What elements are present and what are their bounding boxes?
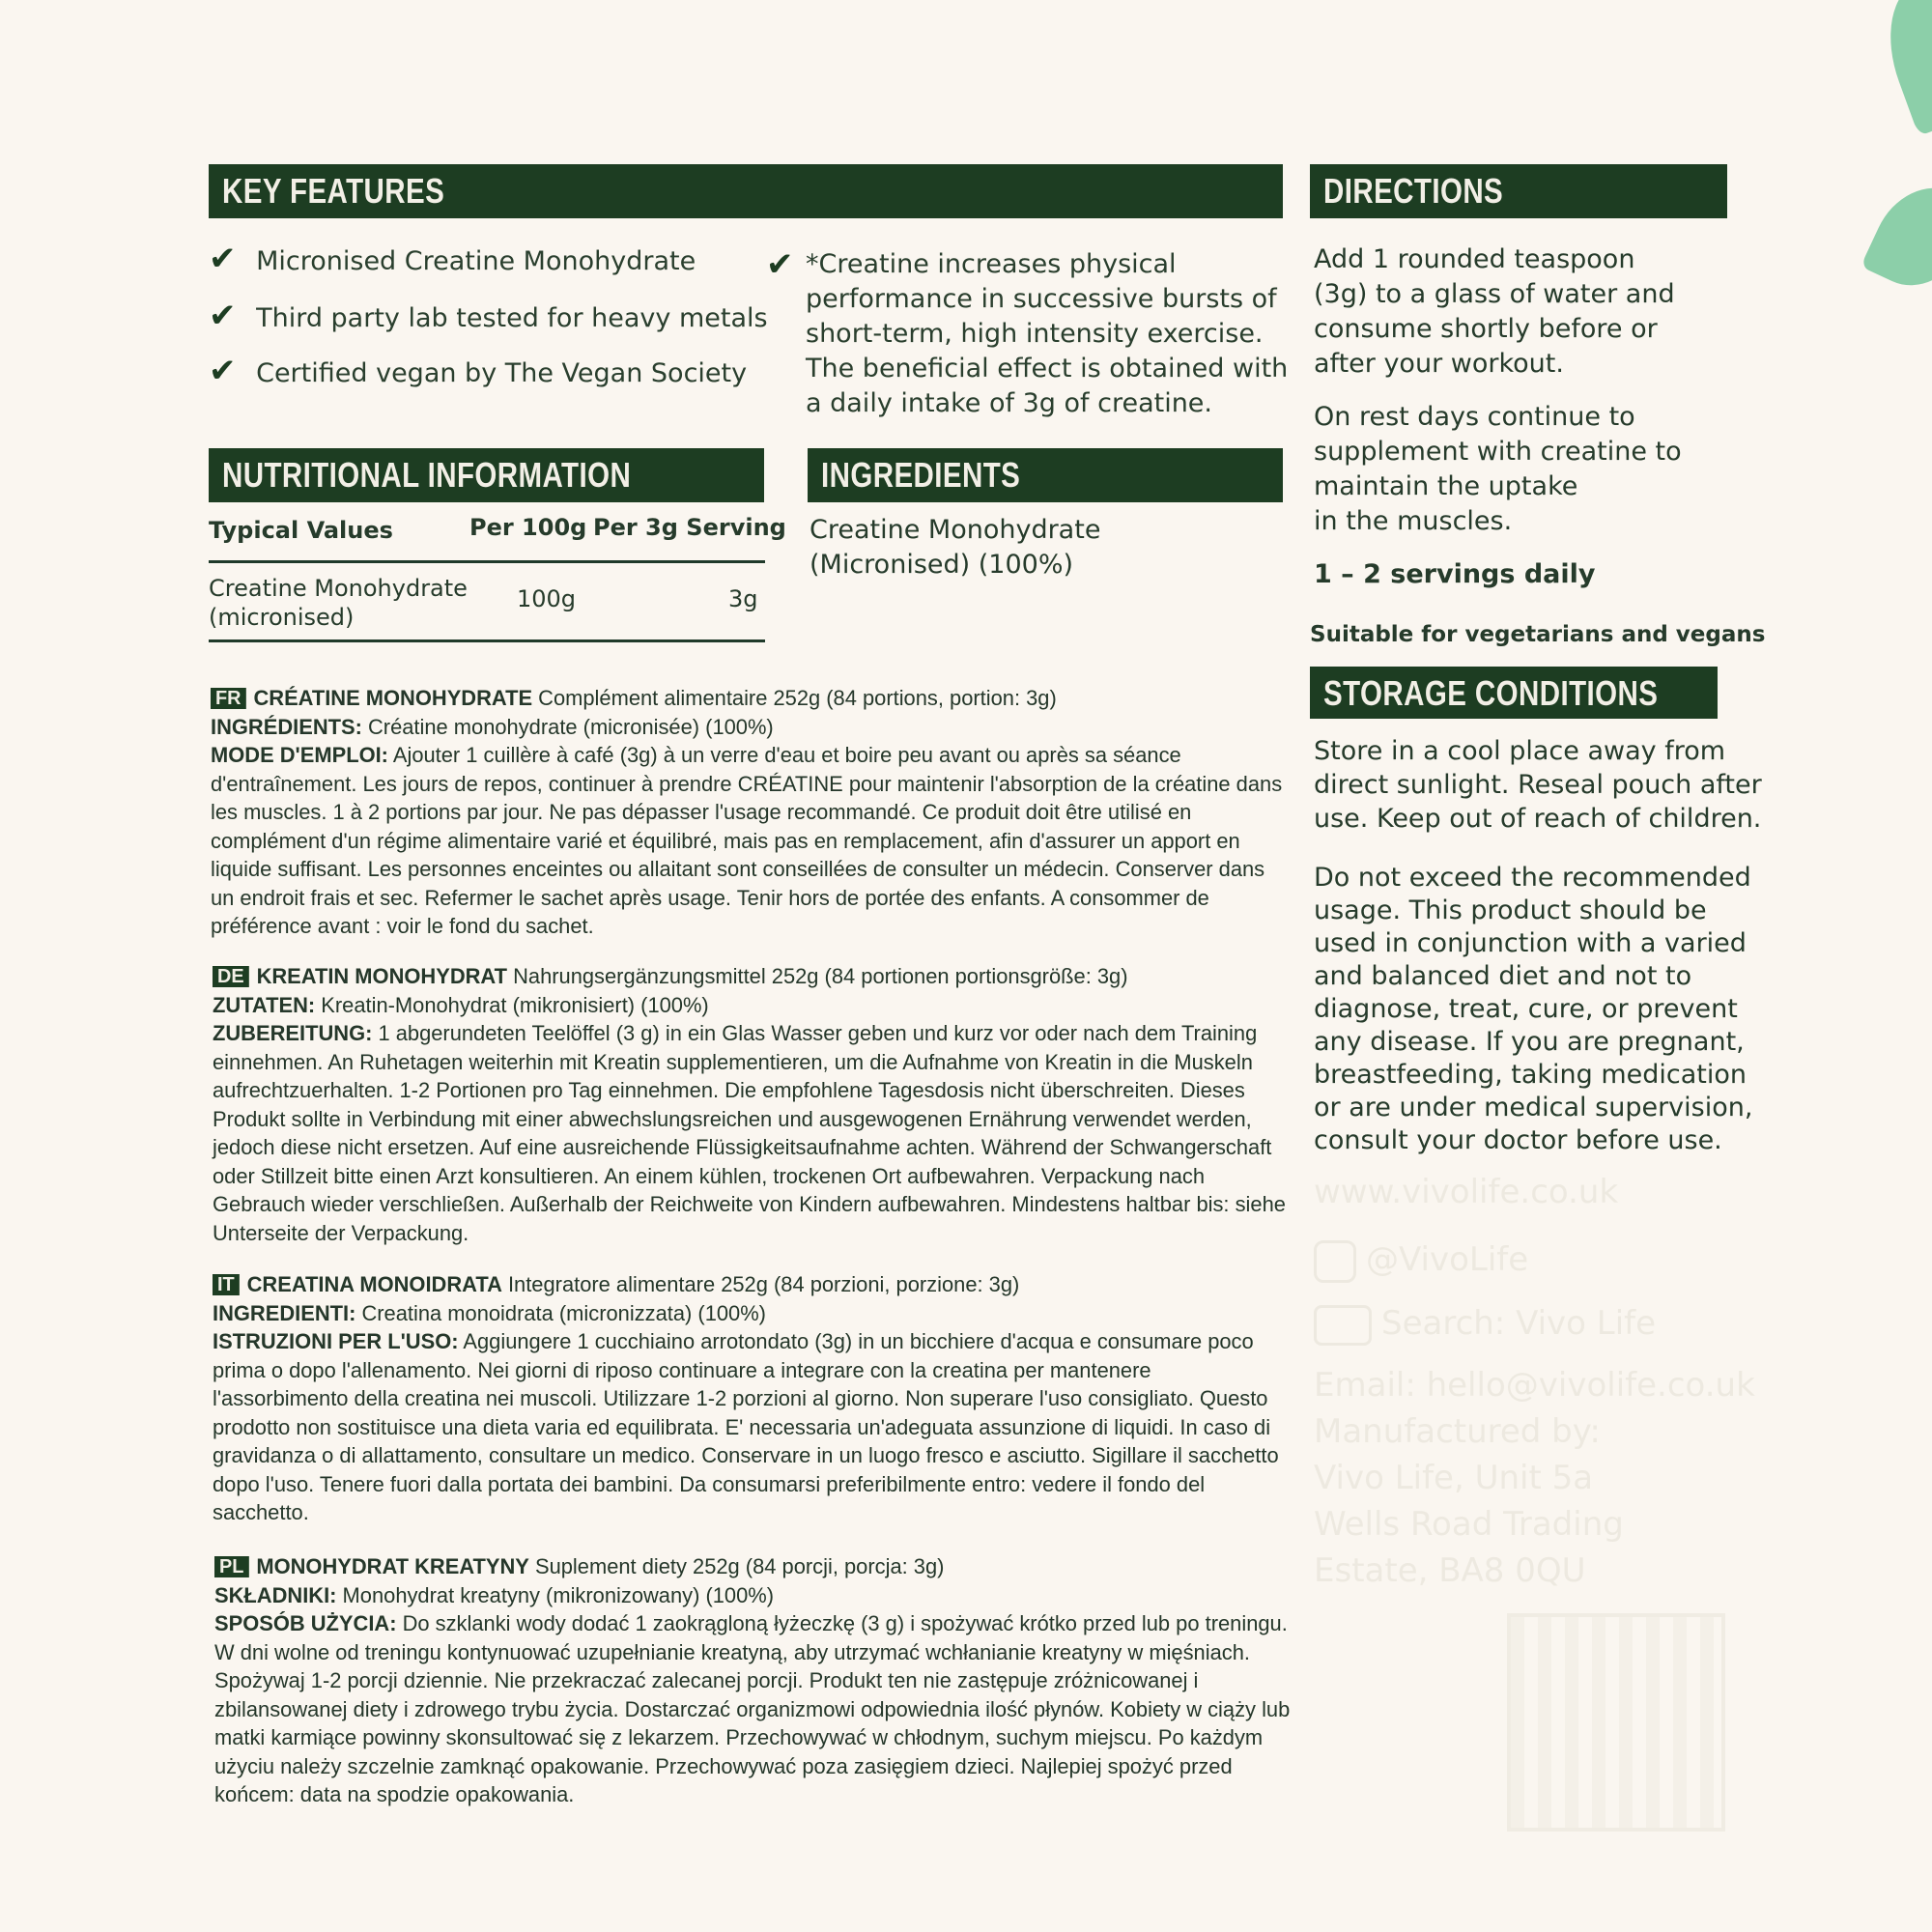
directions-paragraph-2: On rest days continue to supplement with creatine to maintain the uptake in the muscles.: [1314, 402, 1682, 536]
qr-code: [1507, 1613, 1725, 1832]
youtube-search: Search: Vivo Life: [1314, 1300, 1656, 1347]
language-tag-fr: FR: [211, 688, 245, 709]
website-url: www.vivolife.co.uk: [1314, 1173, 1619, 1211]
translation-de: DE KREATIN MONOHYDRAT Nahrungsergänzungsmittel 252g (84 portionen portionsgröße: 3g) ZUTATEN: Kreatin-Monohydrat (mikronisiert) (100%) ZUBEREITUNG: 1 abgerundeten Teelöffel (3 g) in ein Glas Wasser geben und kurz vor oder nach dem Training einnehmen. An Ruhetagen weiterhin mit Kreatin supplementieren, um die Aufnahme von Kreatin in die Muskeln aufrechtzuerhalten. 1-2 Portionen pro Tag einnehmen. Die empfohlene Tagesdosis nicht überschreiten. Dieses Produkt sollte in Verbindung mit einer abwechslungsreichen und ausgewogenen Ernährung verwendet werden, jedoch diese nicht ersetzen. Auf eine ausreichende Flüssigkeitsaufnahme achten. Während der Schwangerschaft oder Stillzeit bitte einen Arzt konsultieren. An einem kühlen, trockenen Ort aufbewahren. Verpackung nach Gebrauch wieder verschließen. Außerhalb der Reichweite von Kindern aufbewahren. Mindestens haltbar bis: siehe Unterseite der Verpackung.: [213, 964, 1286, 1245]
key-features-heading: KEY FEATURES: [209, 164, 1283, 218]
language-tag-it: IT: [213, 1274, 240, 1295]
ingredients-text: Creatine Monohydrate (Micronised) (100%): [810, 515, 1101, 580]
storage-paragraph-1: Store in a cool place away from direct sunlight. Reseal pouch after use. Keep out of reach of children.: [1314, 736, 1762, 834]
language-tag-pl: PL: [214, 1556, 248, 1577]
check-icon: ✔: [766, 245, 794, 284]
nutrition-row-100g: 100g: [517, 585, 577, 612]
leaf-decoration-top-right: [1869, 0, 1932, 136]
youtube-icon: [1314, 1305, 1372, 1346]
nutrition-col-100g: Per 100g: [469, 514, 587, 541]
nutrition-row-name: Creatine Monohydrate (micronised): [209, 575, 468, 631]
storage-paragraph-2: Do not exceed the recommended usage. This product should be used in conjunction with a varied and balanced diet and not to diagnose, treat, cure, or prevent any disease. If you are pregnant, breastfeeding, taking medication or are under medical supervision, consult your doctor before use.: [1314, 863, 1753, 1155]
check-icon: ✔: [209, 240, 237, 278]
directions-paragraph-1: Add 1 rounded teaspoon (3g) to a glass of water and consume shortly before or after your workout.: [1314, 244, 1675, 379]
nutrition-row-serving: 3g: [728, 585, 758, 612]
creatine-claim: *Creatine increases physical performance in successive bursts of short-term, high intensity exercise. The beneficial effect is obtained with a daily intake of 3g of creatine.: [806, 249, 1289, 418]
servings-daily: 1 – 2 servings daily: [1314, 559, 1596, 589]
instagram-handle: @VivoLife: [1314, 1236, 1528, 1283]
storage-conditions-heading: STORAGE CONDITIONS: [1310, 667, 1718, 719]
nutrition-bottom-rule: [209, 639, 765, 642]
feature-item: ✔ Third party lab tested for heavy metals: [209, 297, 768, 335]
feature-item: ✔ Certified vegan by The Vegan Society: [209, 352, 748, 390]
instagram-icon: [1314, 1240, 1356, 1283]
language-tag-de: DE: [213, 966, 249, 987]
check-icon: ✔: [209, 297, 237, 335]
nutrition-col-serving: Per 3g Serving: [593, 514, 786, 541]
feature-item: ✔ Micronised Creatine Monohydrate: [209, 240, 696, 278]
translation-pl: PL MONOHYDRAT KREATYNY Suplement diety 252g (84 porcji, porcja: 3g) SKŁADNIKI: Monohydrat kreatyny (mikronizowany) (100%) SPOSÓB UŻYCIA: Do szklanki wody dodać 1 zaokrągloną łyżeczkę (3 g) i spożywać krótko przed lub po treningu. W dni wolne od treningu kontynuować uzupełnianie kreatyną, aby utrzymać wchłanianie kreatyny w mięśniach. Spożywaj 1-2 porcji dziennie. Nie przekraczać zalecanej porcji. Produkt ten nie zastępuje zróżnicowanej i zbilansowanej diety i zdrowego trybu życia. Dostarczać organizmowi odpowiednia ilość płynów. Kobiety w ciąży lub matki karmiące powinny skonsultować się z lekarzem. Przechowywać w chłodnym, suchym miejscu. Po każdym użyciu należy szczelnie zamknąć opakowanie. Przechowywać poza zasięgiem dzieci. Najlepiej spożyć przed końcem: data na spodzie opakowania.: [214, 1554, 1291, 1806]
nutrition-col-typical: Typical Values: [209, 517, 393, 544]
translation-fr: FR CRÉATINE MONOHYDRATE Complément alimentaire 252g (84 portions, portion: 3g) INGRÉDIENTS: Créatine monohydrate (micronisée) (100%) MODE D'EMPLOI: Ajouter 1 cuillère à café (3g) à un verre d'eau et boire peu avant ou après sa séance d'entraînement. Les jours de repos, continuer à prendre CRÉATINE pour maintenir l'absorption de la créatine dans les muscles. 1 à 2 portions par jour. Ne pas dépasser l'usage recommandé. Ce produit doit être utilisé en complément d'un régime alimentaire varié et équilibré, mais pas en remplacement, afin d'assurer un apport en liquide suffisant. Les personnes enceintes ou allaitant sont conseillées de consulter un médecin. Conserver dans un endroit frais et sec. Refermer le sachet après usage. Tenir hors de portée des enfants. A consommer de préférence avant : voir le fond du sachet.: [211, 686, 1283, 938]
manufacturer-info: Email: hello@vivolife.co.uk Manufactured by: Vivo Life, Unit 5a Wells Road Trading Estate, BA8 0QU: [1314, 1366, 1755, 1590]
translation-it: IT CREATINA MONOIDRATA Integratore alimentare 252g (84 porzioni, porzione: 3g) INGREDIENTI: Creatina monoidrata (micronizzata) (100%) ISTRUZIONI PER L'USO: Aggiungere 1 cucchiaino arrotondato (3g) in un bicchiere d'acqua e consumare poco prima o dopo l'allenamento. Nei giorni di riposo continuare a integrare con la creatina per mantenere l'assorbimento della creatina nei muscoli. Utilizzare 1-2 porzioni al giorno. Non superare l'uso consigliato. Questo prodotto non sostituisce una dieta varia ed equilibrata. E' necessaria un'adeguata assunzione di liquidi. In caso di gravidanza o di allattamento, consultare un medico. Conservare in un luogo fresco e asciutto. Sigillare il sacchetto dopo l'uso. Tenere fuori dalla portata dei bambini. Da consumarsi preferibilmente entro: vedere il fondo del sacchetto.: [213, 1272, 1279, 1524]
leaf-decoration-right: [1861, 170, 1932, 303]
directions-heading: DIRECTIONS: [1310, 164, 1727, 218]
nutrition-divider: [209, 560, 765, 563]
ingredients-heading: INGREDIENTS: [808, 448, 1283, 502]
check-icon: ✔: [209, 352, 237, 390]
nutritional-information-heading: NUTRITIONAL INFORMATION: [209, 448, 764, 502]
suitable-for-vegans: Suitable for vegetarians and vegans: [1310, 622, 1766, 647]
